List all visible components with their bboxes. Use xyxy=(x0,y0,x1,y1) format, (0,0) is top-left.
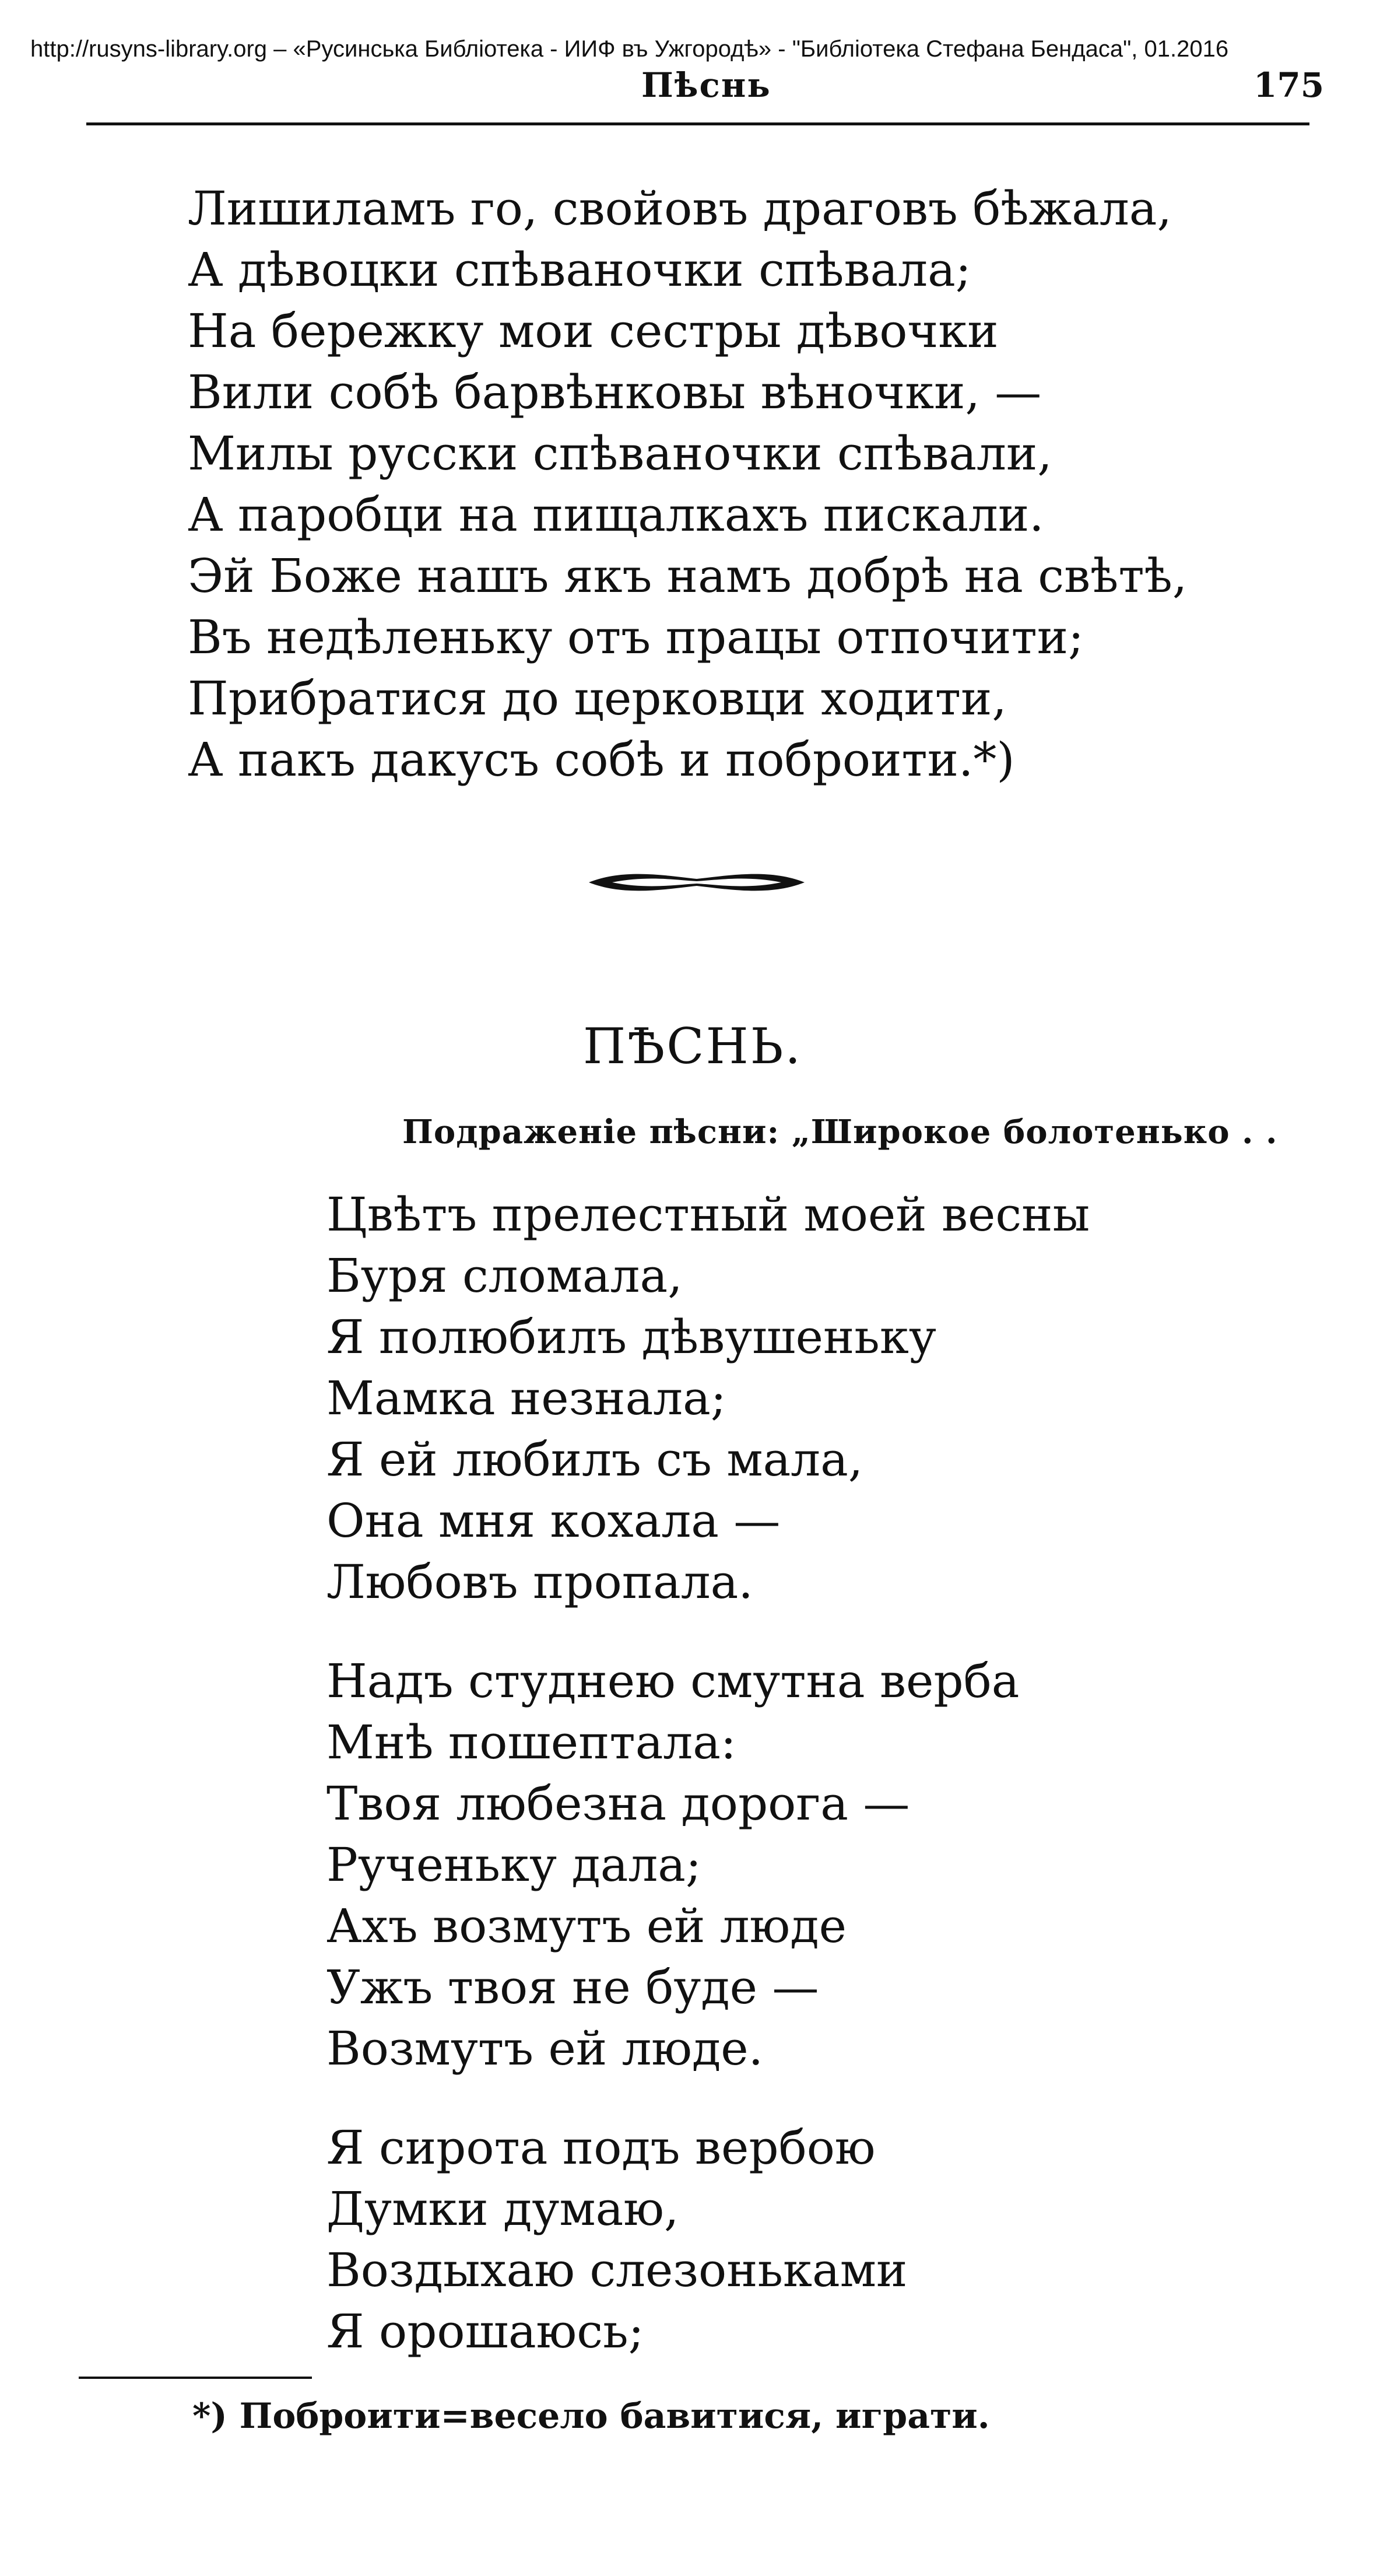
verse-line: Въ недѣленьку отъ працы отпочити; xyxy=(188,610,1084,664)
verse-line: Я полюбилъ дѣвушеньку xyxy=(326,1310,936,1364)
verse-line: Прибратися до церковци ходити, xyxy=(188,671,1007,726)
section-divider-ornament xyxy=(589,866,805,899)
verse-line: Она мня кохала — xyxy=(326,1494,781,1548)
header-rule xyxy=(86,122,1309,125)
footnote-rule xyxy=(79,2377,312,2379)
footnote: *) Поброити=весело бавитися, играти. xyxy=(192,2396,990,2437)
verse-line: А пакъ дакусъ собѣ и поброити.*) xyxy=(188,733,1015,787)
verse-line: Вили собѣ барвѣнковы вѣночки, — xyxy=(188,365,1042,419)
verse-line: Я сирота подъ вербою xyxy=(326,2121,876,2175)
verse-line: Эй Боже нашъ якъ намъ добрѣ на свѣтѣ, xyxy=(188,549,1188,603)
verse-line: Цвѣтъ прелестный моей весны xyxy=(326,1187,1090,1242)
verse-line: Возмутъ ей люде. xyxy=(326,2021,764,2076)
verse-line: Я ей любилъ съ мала, xyxy=(326,1432,863,1487)
verse-line: Мамка незнала; xyxy=(326,1371,726,1425)
verse-line: Рученьку дала; xyxy=(326,1838,701,1892)
page-number: 175 xyxy=(1253,65,1325,105)
stanza xyxy=(326,2117,907,2362)
poem-title: ПѢСНЬ. xyxy=(583,1018,803,1075)
stanza xyxy=(326,1650,1019,2079)
verse-line: Воздыхаю слезоньками xyxy=(326,2243,908,2297)
verse-line: Милы русски спѣваночки спѣвали, xyxy=(188,426,1052,481)
poem-subtitle: Подраженіе пѣсни: „Широкое болотенько . . xyxy=(402,1113,1278,1151)
running-title: Пѣснь xyxy=(641,65,771,105)
verse-line: Любовъ пропала. xyxy=(326,1555,753,1609)
verse-top xyxy=(188,178,1187,790)
verse-line: Лишиламъ го, свойовъ драговъ бѣжала, xyxy=(188,181,1172,236)
verse-line: Мнѣ пошептала: xyxy=(326,1715,736,1769)
verse-line: Ужъ твоя не буде — xyxy=(326,1960,819,2014)
verse-line: А дѣвоцки спѣваночки спѣвала; xyxy=(188,243,971,297)
stanza xyxy=(326,1184,1090,1613)
verse-line: Ахъ возмутъ ей люде xyxy=(326,1899,847,1953)
verse-line: Я орошаюсь; xyxy=(326,2304,644,2358)
verse-line: Надъ студнею смутна верба xyxy=(326,1654,1020,1708)
source-line: http://rusyns-library.org – «Русинська Библіотека - ИИФ въ Ужгородѣ» - "Библіотека Стефана Бендаса", 01.2016 xyxy=(30,36,1229,62)
verse-line: На бережку мои сестры дѣвочки xyxy=(188,304,999,358)
verse-line: Думки думаю, xyxy=(326,2182,679,2236)
verse-line: Буря сломала, xyxy=(326,1249,683,1303)
verse-line: Твоя любезна дорога — xyxy=(326,1776,910,1831)
verse-line: А паробци на пищалкахъ пискали. xyxy=(188,488,1044,542)
